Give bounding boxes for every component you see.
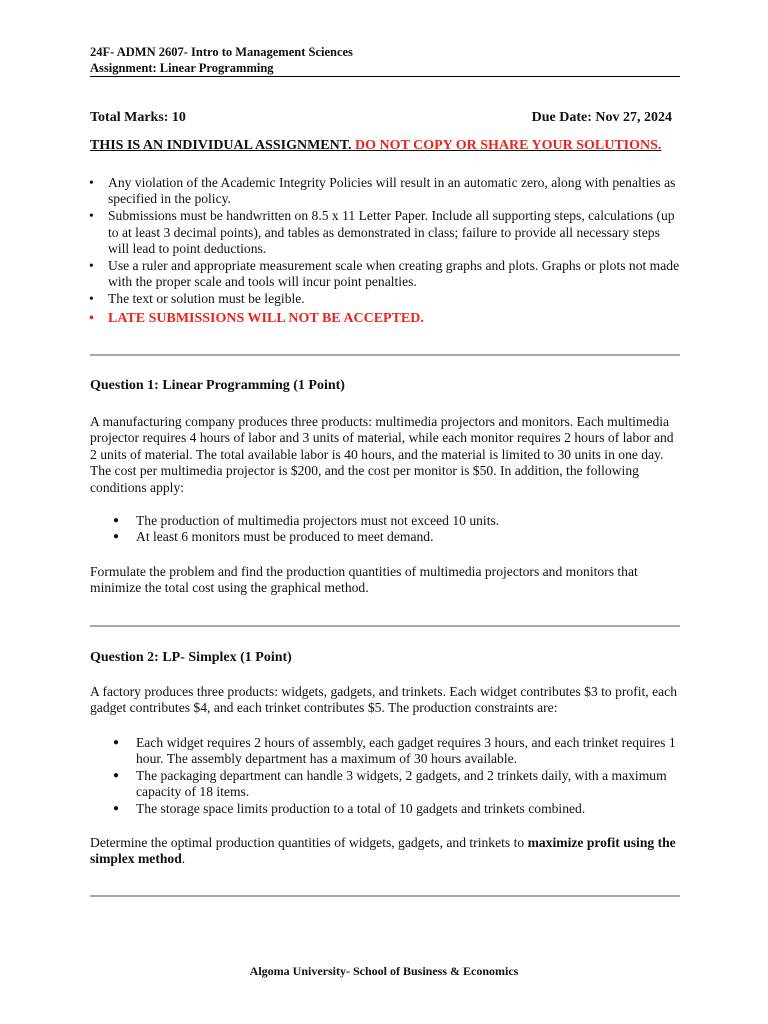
bullet-icon: • xyxy=(89,175,94,190)
due-date: Due Date: Nov 27, 2024 xyxy=(531,110,672,125)
list-item: ● Each widget requires 2 hours of assembly, each gadget requires 3 hours, and each trinket requires 1 hour. The assembly department has a maximum of 30 hours available. xyxy=(113,735,676,767)
bullet-icon: • xyxy=(89,208,94,224)
list-item: • Use a ruler and appropriate measurement scale when creating graphs and plots. Graphs or plots not made with the proper scale and tools will incur point penalties. xyxy=(89,258,680,290)
rules-list xyxy=(90,175,680,328)
total-marks: Total Marks: 10 xyxy=(90,110,186,125)
individual-label: THIS IS AN INDIVIDUAL ASSIGNMENT. xyxy=(90,138,352,153)
page-footer: Algoma University- School of Business & Economics xyxy=(249,964,519,978)
section-divider xyxy=(90,895,680,897)
list-item: ● The storage space limits production to a total of 10 gadgets and trinkets combined. xyxy=(113,800,586,816)
individual-notice xyxy=(90,138,661,154)
question-2-task: Determine the optimal production quantities of widgets, gadgets, and trinkets to maximize profit using the simplex method. xyxy=(90,835,676,867)
marks-due-row xyxy=(90,110,672,126)
question-1-task: Formulate the problem and find the production quantities of multimedia projectors and monitors that minimize the total cost using the graphical method. xyxy=(90,564,638,596)
question-1-title: Question 1: Linear Programming (1 Point) xyxy=(90,378,345,393)
bullet-icon: ● xyxy=(113,802,120,814)
list-item: • Submissions must be handwritten on 8.5 x 11 Letter Paper. Include all supporting steps, calculations (up to at least 3 decimal points), and tables as demonstrated in class; failure to provide all necessary steps will lead to point deductions. xyxy=(89,208,675,257)
list-item: • Any violation of the Academic Integrity Policies will result in an automatic zero, along with penalties as specified in the policy. xyxy=(89,175,676,207)
bullet-icon: ● xyxy=(113,737,120,748)
list-item: • The text or solution must be legible. xyxy=(89,291,305,307)
question-2-intro: A factory produces three products: widgets, gadgets, and trinkets. Each widget contributes $3 to profit, each gadget contributes $4, and each trinket contributes $5. The production constraints are: xyxy=(90,684,678,716)
document-header xyxy=(90,44,680,76)
bullet-icon: • xyxy=(89,291,94,307)
assignment-title: Assignment: Linear Programming xyxy=(90,61,274,75)
list-item: ● At least 6 monitors must be produced to meet demand. xyxy=(113,529,434,545)
bullet-icon: • xyxy=(89,258,94,274)
copy-warning: DO NOT COPY OR SHARE YOUR SOLUTIONS. xyxy=(355,138,662,153)
course-title: 24F- ADMN 2607- Intro to Management Sciences xyxy=(90,45,353,59)
bullet-icon: • xyxy=(89,310,94,326)
question-2-constraints xyxy=(90,735,680,817)
question-1-intro: A manufacturing company produces three products: multimedia projectors and monitors. Each multimedia projector requires 4 hours of labor and 3 units of material, while each monitor requires 2 hours of labor and 2 units of material. The total available labor is 40 hours, and the material is limited to 30 units in one day. The cost per multimedia projector is $200, and the cost per monitor is $50. In addition, the following conditions apply: xyxy=(90,414,674,495)
bullet-icon: ● xyxy=(113,769,120,781)
question-1-conditions xyxy=(90,513,680,546)
header-divider xyxy=(90,76,680,77)
list-item: ● The production of multimedia projectors must not exceed 10 units. xyxy=(113,513,500,528)
bullet-icon: ● xyxy=(113,515,120,526)
question-2-title: Question 2: LP- Simplex (1 Point) xyxy=(90,650,292,665)
list-item: ● The packaging department can handle 3 widgets, 2 gadgets, and 2 trinkets daily, with a maximum capacity of 18 items. xyxy=(113,767,667,800)
task-emphasis: maximize profit using the simplex method xyxy=(90,835,676,867)
bullet-icon: ● xyxy=(113,531,120,543)
section-divider xyxy=(90,625,680,627)
section-divider xyxy=(90,354,680,356)
late-submission-item: • LATE SUBMISSIONS WILL NOT BE ACCEPTED. xyxy=(89,310,424,326)
